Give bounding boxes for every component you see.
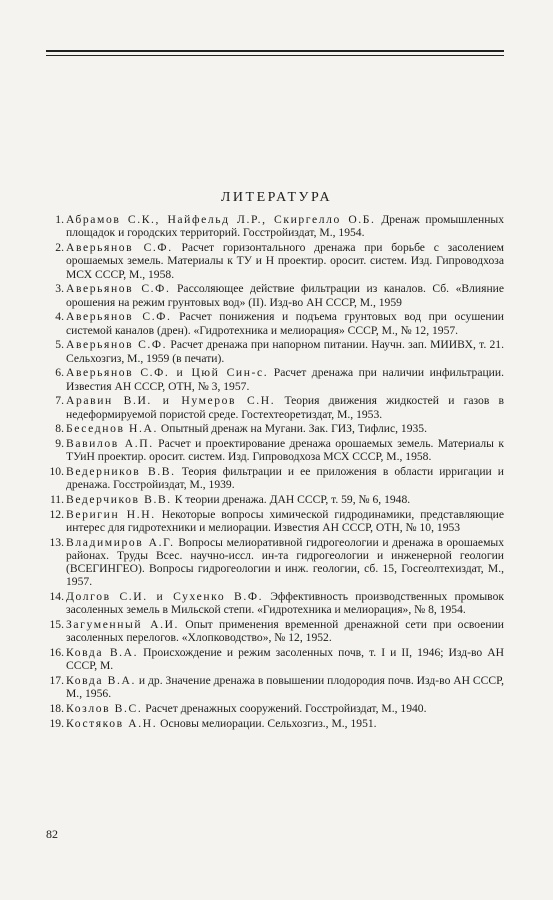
reference-number: 5. [55,338,64,352]
reference-item [46,508,504,535]
reference-item [46,465,504,492]
reference-text: Некоторые вопросы химической гидродинамики, представляющие интерес для гидротехники и мелиорации. Известия АН СССР, ОТН, № 10, 1953 [66,507,504,534]
reference-author: Ведерников В.В. [66,464,176,478]
reference-text: Расчет дренажа при напорном питании. Научн. зап. МИИВХ, т. 21. Сельхозгиз, М., 1959 (в печати). [66,338,504,365]
reference-item [46,590,504,617]
reference-item [46,674,504,701]
reference-author: Ковда В.А. [66,674,136,688]
reference-author: Веригин Н.Н. [66,507,156,521]
reference-text: Рассоляющее действие фильтрации из каналов. Сб. «Влияние орошения на режим грунтовых вод» (II). Изд-во АН СССР, М., 1959 [66,282,504,309]
reference-author: Загуменный А.И. [66,618,180,632]
reference-number: 4. [55,310,64,324]
reference-number: 10. [49,464,64,478]
reference-number: 7. [55,394,64,408]
reference-author: Ковда В.А. [66,646,139,660]
reference-text: Опытный дренаж на Мугани. Зак. ГИЗ, Тифлис, 1935. [158,422,428,436]
reference-item [46,646,504,673]
reference-text: Расчет понижения и подъема грунтовых вод при осушении системой каналов (дрен). «Гидротехника и мелиорация» СССР, М., № 12, 1957. [66,310,505,337]
reference-item [46,338,504,365]
reference-author: Аравин В.И. и Нумеров С.Н. [66,394,276,408]
reference-text: Расчет дренажных сооружений. Госстройиздат, М., 1940. [142,702,427,716]
reference-author: Аверьянов С.Ф. [66,310,172,324]
reference-number: 16. [49,646,64,660]
reference-item [46,493,504,506]
reference-author: Вавилов А.П. [66,436,154,450]
reference-item [46,618,504,645]
reference-text: Расчет дренажа при наличии инфильтрации. Известия АН СССР, ОТН, № 3, 1957. [66,366,504,393]
reference-number: 2. [55,240,64,254]
reference-number: 11. [49,492,64,506]
reference-author: Абрамов С.К., Найфельд Л.Р., Скиргелло О.Б. [66,213,376,226]
reference-item [46,282,504,309]
reference-text: Теория фильтрации и ее приложения в области ирригации и дренажа. Госстройиздат, М., 1939. [66,464,505,492]
reference-item [46,437,504,464]
reference-item [46,702,504,715]
reference-number: 12. [49,507,64,521]
reference-number: 19. [49,716,64,730]
reference-text: Расчет горизонтального дренажа при борьбе с засолением орошаемых земель. Материалы к ТУ и Н проектир. оросит. систем. Изд. Гипроводхоза МСХ СССР, М., 1958. [66,240,505,281]
reference-number: 1. [55,213,64,226]
reference-text: Опыт применения временной дренажной сети при освоении засоленных перелогов. «Хлопководство», № 12, 1952. [66,618,504,645]
reference-author: Костяков А.Н. [66,716,158,730]
reference-text: Вопросы мелиоративной гидрогеологии и дренажа в орошаемых районах. Труды Всес. научно-иссл. ин-та гидрогеологии и инженерной геологии (ВСЕГИНГЕО). Вопросы гидрогеологии и инж. геологии, сб. 15, Госгеолтехиздат, М., 1957. [66,535,505,589]
reference-number: 18. [49,702,64,716]
reference-author: Долгов С.И. и Сухенко В.Ф. [66,590,264,604]
reference-item [46,366,504,393]
reference-number: 13. [49,535,64,549]
reference-item [46,717,504,730]
reference-number: 9. [55,436,64,450]
reference-number: 14. [49,590,64,604]
reference-item [46,310,504,337]
reference-item [46,422,504,435]
reference-text: Дренаж промышленных площадок и городских территорий. Госстройиздат, М., 1954. [66,213,504,240]
page-title: ЛИТЕРАТУРА [220,190,333,205]
reference-author: Аверьянов С.Ф. и Цюй Син-с. [66,366,269,380]
reference-text: Происхождение и режим засоленных почв, т. I и II, 1946; Изд-во АН СССР, М. [66,646,505,673]
top-rule [46,50,504,56]
reference-item [46,213,504,240]
page-number: 82 [46,827,58,841]
reference-author: Владимиров А.Г. [66,535,175,549]
reference-text: Теория движения жидкостей и газов в недеформируемой пористой среде. Гостехтеоретиздат, М., 1953. [66,394,504,421]
reference-number: 8. [55,422,64,436]
reference-text: Эффективность производственных промывок засоленных земель в Мильской степи. «Гидротехника и мелиорация», № 8, 1954. [66,590,504,617]
reference-number: 6. [55,366,64,380]
reference-number: 17. [49,674,64,688]
reference-item [46,241,504,281]
reference-text: К теории дренажа. ДАН СССР, т. 59, № 6, 1948. [171,492,411,506]
reference-item [46,536,504,589]
reference-text: Основы мелиорации. Сельхозгиз., М., 1951. [157,716,377,730]
reference-author: Аверьянов С.Ф. [66,240,173,254]
reference-text: Расчет и проектирование дренажа орошаемых земель. Материалы к ТУиН проектир. оросит. систем. Изд. Гипроводхоза МСХ СССР, М., 1958. [66,436,504,464]
reference-text: и др. Значение дренажа в повышении плодородия почв. Изд-во АН СССР, М., 1956. [66,674,505,701]
reference-author: Ведерчиков В.В. [66,492,172,506]
reference-number: 3. [55,282,64,296]
reference-author: Аверьянов С.Ф. [66,282,171,296]
reference-number: 15. [49,618,64,632]
reference-author: Аверьянов С.Ф. [66,338,168,352]
reference-author: Беседнов Н.А. [66,422,158,436]
reference-item [46,394,504,421]
reference-list [46,213,504,731]
reference-author: Козлов В.С. [66,702,143,716]
